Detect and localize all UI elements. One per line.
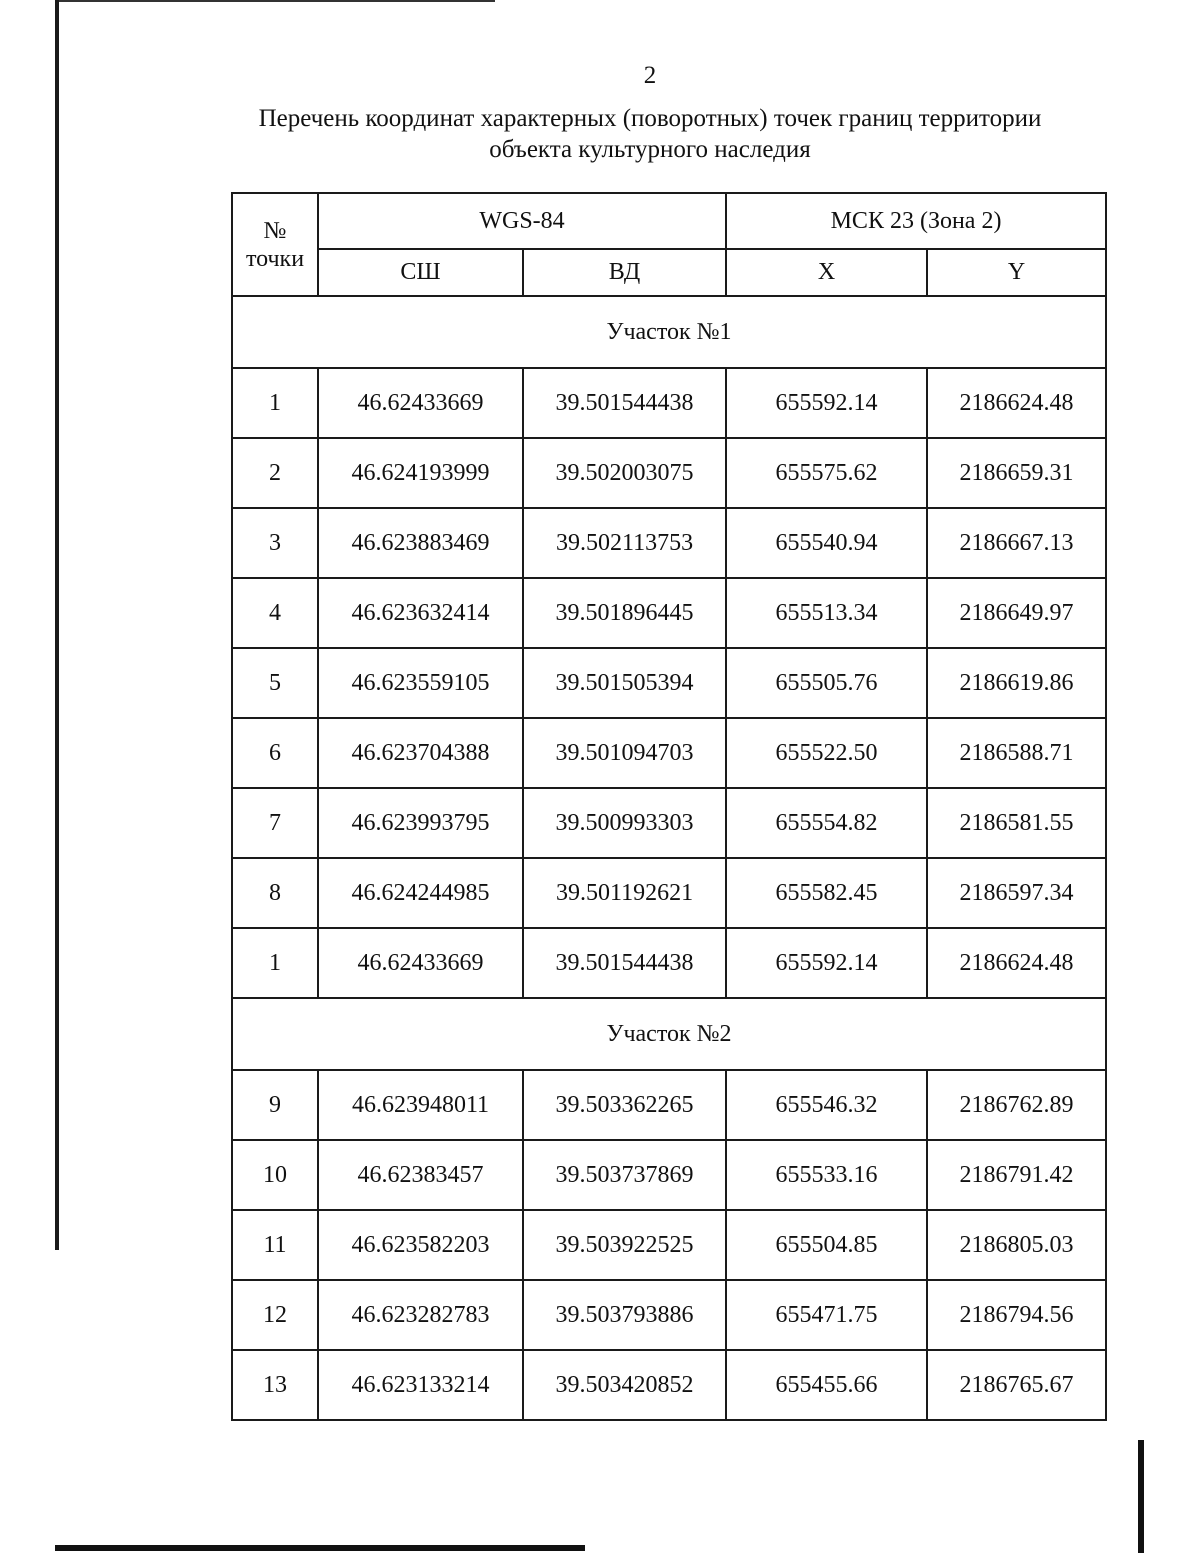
header-latitude: СШ [318, 249, 523, 296]
cell-latitude: 46.623559105 [318, 648, 523, 718]
table-row [232, 1210, 1106, 1280]
cell-longitude: 39.501896445 [523, 578, 726, 648]
table-row [232, 368, 1106, 438]
cell-x: 655533.16 [726, 1140, 927, 1210]
cell-point-number: 8 [232, 858, 318, 928]
cell-point-number: 1 [232, 368, 318, 438]
table-row [232, 928, 1106, 998]
cell-y: 2186649.97 [927, 578, 1106, 648]
header-row-2 [232, 249, 1106, 296]
cell-x: 655471.75 [726, 1280, 927, 1350]
cell-point-number: 13 [232, 1350, 318, 1420]
cell-latitude: 46.623993795 [318, 788, 523, 858]
cell-longitude: 39.501544438 [523, 368, 726, 438]
title-line-2: объекта культурного наследия [489, 136, 811, 163]
cell-latitude: 46.623704388 [318, 718, 523, 788]
cell-latitude: 46.623133214 [318, 1350, 523, 1420]
cell-y: 2186794.56 [927, 1280, 1106, 1350]
cell-x: 655455.66 [726, 1350, 927, 1420]
cell-longitude: 39.502003075 [523, 438, 726, 508]
cell-x: 655582.45 [726, 858, 927, 928]
cell-longitude: 39.503362265 [523, 1070, 726, 1140]
cell-point-number: 1 [232, 928, 318, 998]
cell-latitude: 46.623883469 [318, 508, 523, 578]
table-row [232, 1140, 1106, 1210]
cell-latitude: 46.623582203 [318, 1210, 523, 1280]
cell-y: 2186659.31 [927, 438, 1106, 508]
cell-point-number: 2 [232, 438, 318, 508]
cell-y: 2186588.71 [927, 718, 1106, 788]
cell-x: 655504.85 [726, 1210, 927, 1280]
coordinates-table [231, 192, 1107, 1421]
table-row [232, 718, 1106, 788]
header-y: Y [927, 249, 1106, 296]
cell-longitude: 39.503737869 [523, 1140, 726, 1210]
cell-y: 2186765.67 [927, 1350, 1106, 1420]
header-longitude: ВД [523, 249, 726, 296]
table-row [232, 1070, 1106, 1140]
table-row [232, 1350, 1106, 1420]
cell-y: 2186619.86 [927, 648, 1106, 718]
table-row [232, 788, 1106, 858]
cell-latitude: 46.623282783 [318, 1280, 523, 1350]
cell-point-number: 6 [232, 718, 318, 788]
cell-x: 655554.82 [726, 788, 927, 858]
table-row [232, 508, 1106, 578]
header-point-number [232, 193, 318, 296]
cell-longitude: 39.503793886 [523, 1280, 726, 1350]
cell-point-number: 9 [232, 1070, 318, 1140]
header-msk23: МСК 23 (Зона 2) [726, 193, 1106, 249]
coordinates-table-body [232, 193, 1106, 1420]
cell-x: 655592.14 [726, 928, 927, 998]
cell-longitude: 39.502113753 [523, 508, 726, 578]
table-row [232, 858, 1106, 928]
cell-point-number: 12 [232, 1280, 318, 1350]
header-row-1 [232, 193, 1106, 249]
table-row [232, 1280, 1106, 1350]
section-label: Участок №1 [232, 296, 1106, 368]
cell-x: 655513.34 [726, 578, 927, 648]
section-row [232, 998, 1106, 1070]
cell-y: 2186597.34 [927, 858, 1106, 928]
table-row [232, 578, 1106, 648]
title-line-1: Перечень координат характерных (поворотных) точек границ территории [258, 105, 1042, 132]
header-wgs84: WGS-84 [318, 193, 726, 249]
cell-point-number: 10 [232, 1140, 318, 1210]
cell-x: 655592.14 [726, 368, 927, 438]
cell-y: 2186791.42 [927, 1140, 1106, 1210]
cell-x: 655505.76 [726, 648, 927, 718]
cell-y: 2186624.48 [927, 368, 1106, 438]
document-title [240, 103, 1060, 165]
cell-y: 2186805.03 [927, 1210, 1106, 1280]
cell-longitude: 39.503420852 [523, 1350, 726, 1420]
header-x: X [726, 249, 927, 296]
cell-y: 2186624.48 [927, 928, 1106, 998]
cell-point-number: 3 [232, 508, 318, 578]
header-num-symbol: № [263, 217, 287, 244]
cell-point-number: 5 [232, 648, 318, 718]
table-row [232, 648, 1106, 718]
cell-latitude: 46.624244985 [318, 858, 523, 928]
scan-edge-right [1138, 1440, 1144, 1553]
cell-x: 655522.50 [726, 718, 927, 788]
scan-edge-top [55, 0, 495, 2]
section-label: Участок №2 [232, 998, 1106, 1070]
cell-x: 655575.62 [726, 438, 927, 508]
cell-longitude: 39.501544438 [523, 928, 726, 998]
cell-point-number: 4 [232, 578, 318, 648]
cell-latitude: 46.623948011 [318, 1070, 523, 1140]
header-num-word: точки [245, 245, 305, 272]
cell-longitude: 39.503922525 [523, 1210, 726, 1280]
cell-x: 655546.32 [726, 1070, 927, 1140]
scan-edge-left [55, 0, 59, 1250]
cell-latitude: 46.623632414 [318, 578, 523, 648]
cell-x: 655540.94 [726, 508, 927, 578]
cell-longitude: 39.501094703 [523, 718, 726, 788]
cell-latitude: 46.62383457 [318, 1140, 523, 1210]
cell-longitude: 39.501192621 [523, 858, 726, 928]
cell-latitude: 46.62433669 [318, 368, 523, 438]
cell-longitude: 39.501505394 [523, 648, 726, 718]
cell-y: 2186762.89 [927, 1070, 1106, 1140]
section-row [232, 296, 1106, 368]
table-row [232, 438, 1106, 508]
cell-point-number: 11 [232, 1210, 318, 1280]
cell-longitude: 39.500993303 [523, 788, 726, 858]
cell-latitude: 46.624193999 [318, 438, 523, 508]
cell-latitude: 46.62433669 [318, 928, 523, 998]
page-number: 2 [643, 62, 657, 89]
cell-point-number: 7 [232, 788, 318, 858]
cell-y: 2186581.55 [927, 788, 1106, 858]
scan-edge-bottom [55, 1545, 585, 1551]
cell-y: 2186667.13 [927, 508, 1106, 578]
